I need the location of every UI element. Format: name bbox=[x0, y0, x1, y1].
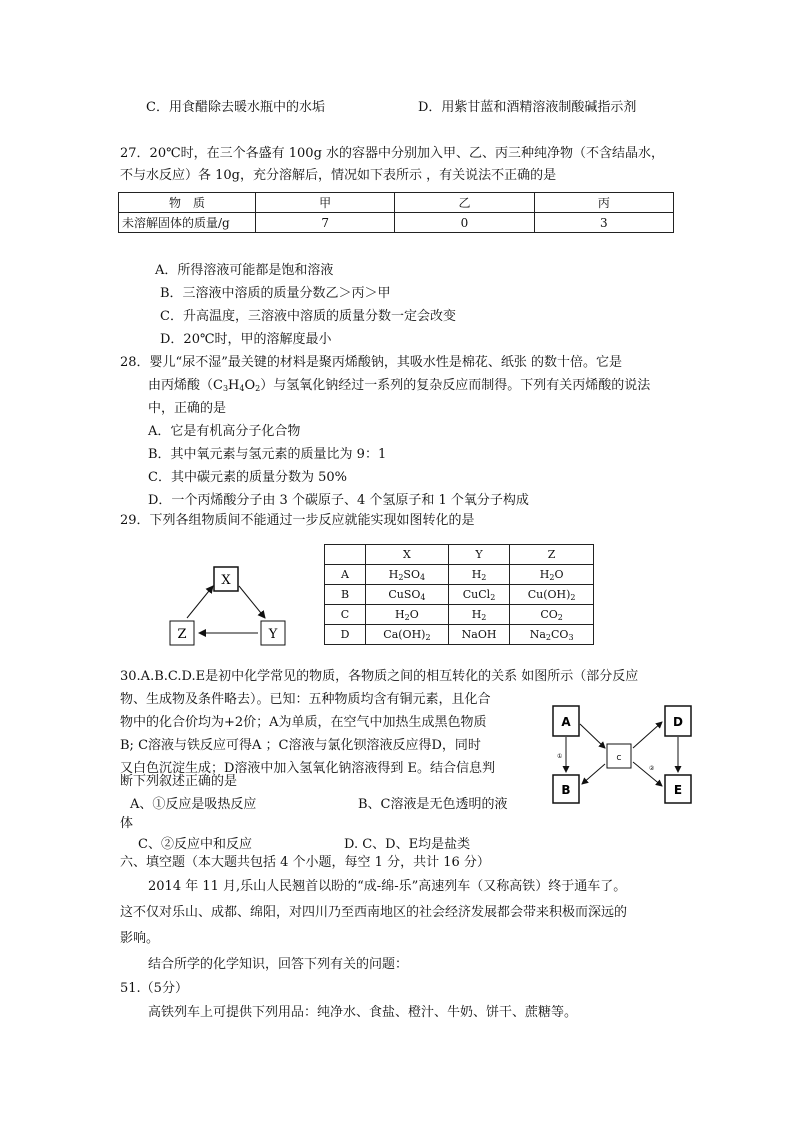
q27-option-c: C．升高温度，三溶液中溶质的质量分数一定会改变 bbox=[160, 309, 456, 324]
table-cell bbox=[510, 565, 594, 585]
q30-option-c: C、②反应中和反应 bbox=[138, 837, 252, 852]
label-e: E bbox=[673, 783, 683, 797]
table-cell: 未溶解固体的质量/g bbox=[119, 213, 256, 233]
subscript: 2 bbox=[545, 633, 551, 642]
subscript: 4 bbox=[239, 384, 245, 393]
formula-part: H bbox=[395, 608, 405, 621]
subscript: 2 bbox=[490, 593, 496, 602]
q29-stem: 29．下列各组物质间不能通过一步反应就能实现如图转化的是 bbox=[120, 513, 475, 528]
table-row bbox=[325, 625, 594, 645]
label-a: A bbox=[561, 715, 571, 729]
q27-option-a: A．所得溶液可能都是饱和溶液 bbox=[155, 263, 334, 278]
formula-part: O bbox=[409, 608, 419, 621]
label-c: C bbox=[616, 754, 622, 762]
section6-paragraph-line3: 影响。 bbox=[120, 931, 160, 946]
table-header-cell: Z bbox=[510, 545, 594, 565]
q28-option-b: B．其中氧元素与氢元素的质量比为 9：1 bbox=[148, 447, 387, 462]
q28-stem-text: ）与氢氧化钠经过一系列的复杂反应而制得。下列有关丙烯酸的说法 bbox=[260, 378, 651, 393]
table-cell bbox=[366, 605, 449, 625]
table-header-cell bbox=[325, 545, 366, 565]
table-cell bbox=[448, 625, 509, 645]
table-row bbox=[325, 565, 594, 585]
subscript: 2 bbox=[398, 573, 404, 582]
formula-part: H bbox=[388, 568, 399, 581]
q30-stem-line2: 物、生成物及条件略去）。已知：五种物质均含有铜元素，且化合 bbox=[120, 692, 491, 707]
table-cell bbox=[366, 565, 449, 585]
label-d: D bbox=[673, 715, 683, 729]
subscript: 2 bbox=[481, 613, 487, 622]
q30-option-d: D. C、D、E均是盐类 bbox=[344, 837, 471, 852]
q30-stem-line5: 又白色沉淀生成；D溶液中加入氢氧化钠溶液得到 E。结合信息判 bbox=[120, 761, 496, 776]
q28-stem-line2 bbox=[148, 377, 650, 395]
formula-part: Ca(OH) bbox=[383, 628, 426, 641]
table-cell bbox=[448, 565, 509, 585]
q30-option-b-cont: 体 bbox=[120, 816, 134, 831]
q30-option-b: B、C溶液是无色透明的液 bbox=[358, 797, 508, 812]
q29-triangle-diagram bbox=[165, 562, 295, 652]
q30-stem-line6: 断下列叙述正确的是 bbox=[120, 774, 238, 789]
arrow-c-to-e bbox=[633, 762, 662, 786]
label-z: Z bbox=[177, 627, 187, 642]
subscript: 3 bbox=[568, 633, 574, 642]
q27-option-d: D．20℃时，甲的溶解度最小 bbox=[160, 332, 332, 347]
table-header-cell: 丙 bbox=[534, 193, 673, 213]
table-row bbox=[119, 213, 674, 233]
subscript: 2 bbox=[425, 633, 431, 642]
q28-stem-line3: 中，正确的是 bbox=[148, 401, 227, 416]
label-y: Y bbox=[268, 627, 278, 642]
table-header-cell: 物 质 bbox=[119, 193, 256, 213]
table-cell bbox=[448, 585, 509, 605]
formula-part: O bbox=[244, 378, 256, 393]
formula-part: H bbox=[471, 608, 482, 621]
subscript: 2 bbox=[570, 593, 576, 602]
marker-1: ① bbox=[557, 753, 563, 760]
arrow-z-to-x bbox=[187, 586, 213, 618]
arrow-a-to-c bbox=[580, 724, 605, 748]
section6-paragraph-line2: 这不仅对乐山、成都、绵阳，对四川乃至西南地区的社会经济发展都会带来积极而深远的 bbox=[120, 905, 628, 920]
subscript: 2 bbox=[557, 613, 563, 622]
q30-stem-line3: 物中的化合价均为+2价；A为单质，在空气中加热生成黑色物质 bbox=[120, 715, 487, 730]
row-label: A bbox=[325, 565, 366, 585]
table-cell bbox=[366, 585, 449, 605]
table-header-cell: 乙 bbox=[395, 193, 534, 213]
q26-option-c: C．用食醋除去暖水瓶中的水垢 bbox=[146, 100, 325, 115]
row-label: C bbox=[325, 605, 366, 625]
q28-stem-text: 由丙烯酸（C bbox=[148, 378, 223, 393]
q28-option-c: C．其中碳元素的质量分数为 50% bbox=[148, 470, 347, 485]
label-x: X bbox=[221, 573, 231, 588]
arrow-c-to-d bbox=[633, 722, 662, 748]
q27-stem-line2: 不与水反应）各 10g，充分溶解后，情况如下表所示 ，有关说法不正确的是 bbox=[120, 168, 557, 183]
subscript: 2 bbox=[404, 613, 410, 622]
arrow-x-to-y bbox=[239, 586, 265, 618]
table-header-cell: 甲 bbox=[256, 193, 395, 213]
formula-part: CuCl bbox=[462, 588, 491, 601]
q30-option-a: A、①反应是吸热反应 bbox=[130, 797, 257, 812]
formula-part: Cu(OH) bbox=[527, 588, 571, 601]
formula-part: H bbox=[539, 568, 550, 581]
section6-paragraph-line4: 结合所学的化学知识，回答下列有关的问题： bbox=[148, 957, 409, 972]
table-cell bbox=[510, 625, 594, 645]
subscript: 3 bbox=[222, 384, 229, 393]
q28-stem-line1: 28．婴儿“尿不湿”最关键的材料是聚丙烯酸钠，其吸水性是棉花、纸张 的数十倍。它是 bbox=[120, 355, 622, 370]
arrow-c-to-b bbox=[582, 764, 605, 784]
formula-part: CO bbox=[551, 628, 569, 641]
q27-table bbox=[118, 192, 674, 233]
table-cell: 7 bbox=[256, 213, 395, 233]
q30-relation-diagram bbox=[549, 702, 699, 807]
table-row bbox=[325, 545, 594, 565]
q26-option-d: D．用紫甘蓝和酒精溶液制酸碱指示剂 bbox=[418, 100, 637, 115]
q30-stem-line4: B; C溶液与铁反应可得A ；C溶液与氯化钡溶液反应得D，同时 bbox=[120, 738, 481, 753]
table-cell bbox=[510, 605, 594, 625]
subscript: 2 bbox=[481, 573, 487, 582]
table-row bbox=[119, 193, 674, 213]
table-header-cell: Y bbox=[448, 545, 509, 565]
q27-stem-line1: 27．20℃时，在三个各盛有 100g 水的容器中分别加入甲、乙、丙三种纯净物（不含结晶水， bbox=[120, 146, 665, 161]
marker-2: ② bbox=[649, 765, 655, 772]
subscript: 2 bbox=[549, 573, 555, 582]
formula-part: NaOH bbox=[461, 628, 497, 641]
table-cell: 3 bbox=[534, 213, 673, 233]
formula-part: Na bbox=[529, 628, 546, 641]
formula-part: H bbox=[471, 568, 482, 581]
table-cell bbox=[510, 585, 594, 605]
subscript: 4 bbox=[420, 593, 426, 602]
table-row bbox=[325, 585, 594, 605]
table-cell bbox=[366, 625, 449, 645]
formula-part: SO bbox=[403, 568, 420, 581]
q30-stem-line1: 30.A.B.C.D.E是初中化学常见的物质，各物质之间的相互转化的关系 如图所示（部分反应 bbox=[120, 669, 639, 684]
table-cell: 0 bbox=[395, 213, 534, 233]
subscript: 4 bbox=[419, 573, 426, 582]
row-label: D bbox=[325, 625, 366, 645]
table-header-cell: X bbox=[366, 545, 449, 565]
q28-option-a: A．它是有机高分子化合物 bbox=[148, 424, 301, 439]
section6-title: 六、填空题（本大题共包括 4 个小题，每空 1 分，共计 16 分） bbox=[120, 855, 490, 870]
formula-part: CO bbox=[540, 608, 558, 621]
q29-table bbox=[324, 544, 594, 645]
subscript: 2 bbox=[255, 384, 261, 393]
q27-option-b: B．三溶液中溶质的质量分数乙＞丙＞甲 bbox=[160, 286, 391, 301]
formula-part: CuSO bbox=[388, 588, 421, 601]
q51-number: 51.（5分） bbox=[120, 981, 188, 996]
row-label: B bbox=[325, 585, 366, 605]
label-b: B bbox=[561, 783, 571, 797]
q28-option-d: D．一个丙烯酸分子由 3 个碳原子、4 个氢原子和 1 个氧分子构成 bbox=[148, 493, 529, 508]
table-row bbox=[325, 605, 594, 625]
formula-part: O bbox=[554, 568, 564, 581]
table-cell bbox=[448, 605, 509, 625]
q51-text: 高铁列车上可提供下列用品：纯净水、食盐、橙汁、牛奶、饼干、蔗糖等。 bbox=[148, 1005, 578, 1020]
section6-paragraph-line1: 2014 年 11 月,乐山人民翘首以盼的“成-绵-乐”高速列车（又称高铁）终于通车了。 bbox=[148, 879, 627, 894]
formula-part: H bbox=[228, 378, 240, 393]
